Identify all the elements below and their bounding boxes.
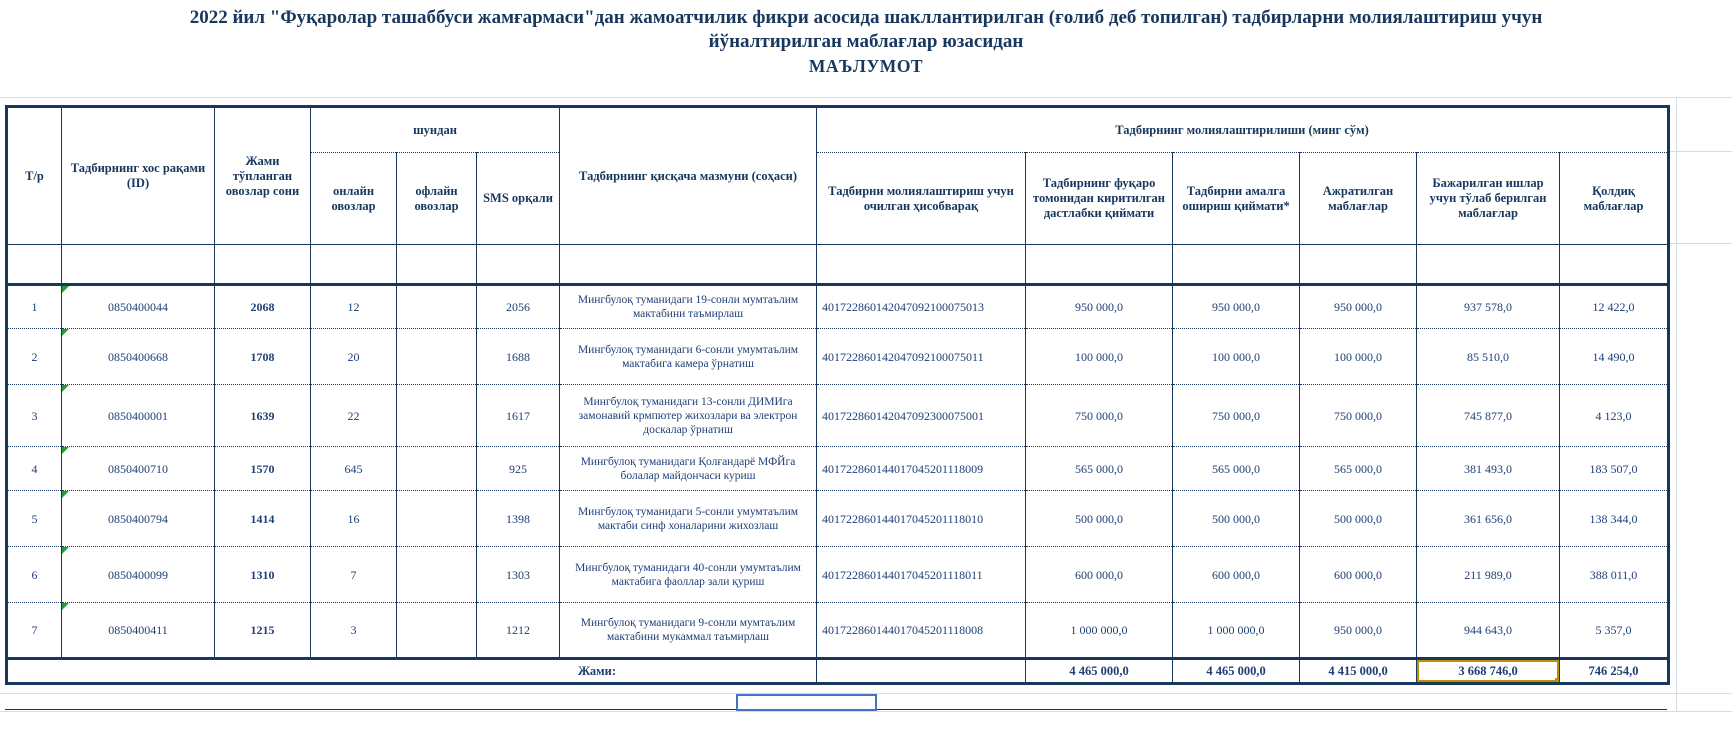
cell-alloc[interactable]: 950 000,0 <box>1300 285 1417 329</box>
error-indicator-icon <box>62 547 69 554</box>
cell-online[interactable]: 20 <box>311 329 397 385</box>
header-offline-votes[interactable]: офлайн овозлар <box>397 153 477 245</box>
cell-offline[interactable] <box>397 385 477 447</box>
funding-table <box>5 105 1670 685</box>
cell-summary[interactable]: Мингбулоқ туманидаги 5-сонли умумтаълим мактаби синф хоналарини жихозлаш <box>560 491 817 547</box>
cell-account[interactable]: 401722860142047092300075001 <box>817 385 1026 447</box>
header-event-id[interactable]: Тадбирнинг хос рақами (ID) <box>62 107 215 245</box>
header-initial-value[interactable]: Тадбирнинг фуқаро томонидан киритилган дастлабки қиймати <box>1026 153 1173 245</box>
cell-id-value: 0850400099 <box>108 567 168 582</box>
cell-id[interactable] <box>62 603 215 659</box>
cell-offline[interactable] <box>397 603 477 659</box>
cell-summary[interactable]: Мингбулоқ туманидаги 13-сонли ДИМИга замонавий крмпютер жихозлари ва электрон доскалар ўрнатиш <box>560 385 817 447</box>
cell-remaining[interactable]: 12 422,0 <box>1560 285 1669 329</box>
cell-impl[interactable]: 100 000,0 <box>1173 329 1300 385</box>
cell-initial[interactable]: 600 000,0 <box>1026 547 1173 603</box>
cell-sms[interactable]: 1398 <box>477 491 560 547</box>
cell-offline[interactable] <box>397 285 477 329</box>
cell-id[interactable] <box>62 329 215 385</box>
cell-total-votes[interactable]: 2068 <box>215 285 311 329</box>
cell-paid[interactable]: 937 578,0 <box>1417 285 1560 329</box>
cell-alloc[interactable]: 565 000,0 <box>1300 447 1417 491</box>
cell-online[interactable]: 3 <box>311 603 397 659</box>
gridline-right-margin-seg2 <box>1668 243 1732 244</box>
cell-initial[interactable]: 950 000,0 <box>1026 285 1173 329</box>
cell-impl[interactable]: 950 000,0 <box>1173 285 1300 329</box>
cell-id[interactable] <box>62 491 215 547</box>
cell-account[interactable]: 401722860142047092100075013 <box>817 285 1026 329</box>
cell-initial[interactable]: 565 000,0 <box>1026 447 1173 491</box>
error-indicator-icon <box>62 603 69 610</box>
error-indicator-icon <box>62 329 69 336</box>
table-row <box>7 491 1669 547</box>
totals-row <box>7 659 1669 684</box>
cell-summary[interactable]: Мингбулоқ туманидаги 19-сонли мумтаълим мактабини таъмирлаш <box>560 285 817 329</box>
cell-alloc[interactable]: 950 000,0 <box>1300 603 1417 659</box>
cell-total-votes[interactable]: 1215 <box>215 603 311 659</box>
cell-online[interactable]: 7 <box>311 547 397 603</box>
table-row <box>7 447 1669 491</box>
cell-sms[interactable]: 1303 <box>477 547 560 603</box>
cell-sms[interactable]: 1212 <box>477 603 560 659</box>
totals-account-empty[interactable] <box>817 659 1026 684</box>
totals-label[interactable]: Жами: <box>7 659 817 684</box>
cell-initial[interactable]: 100 000,0 <box>1026 329 1173 385</box>
cell-initial[interactable]: 1 000 000,0 <box>1026 603 1173 659</box>
cell-alloc[interactable]: 100 000,0 <box>1300 329 1417 385</box>
header-account[interactable]: Тадбирни молиялаштириш учун очилган ҳисобварақ <box>817 153 1026 245</box>
cell-summary[interactable]: Мингбулоқ туманидаги Қолғандарё МФЙга болалар майдончаси куриш <box>560 447 817 491</box>
error-indicator-icon <box>62 491 69 498</box>
cell-impl[interactable]: 565 000,0 <box>1173 447 1300 491</box>
empty-header-row <box>7 245 1669 285</box>
header-implementation-value[interactable]: Тадбирни амалга ошириш қиймати* <box>1173 153 1300 245</box>
cell-tr[interactable]: 4 <box>7 447 62 491</box>
cell-id-value: 0850400001 <box>108 408 168 423</box>
gridline-vertical-right-margin <box>1676 97 1677 711</box>
cell-impl[interactable]: 500 000,0 <box>1173 491 1300 547</box>
cell-alloc[interactable]: 600 000,0 <box>1300 547 1417 603</box>
cell-paid[interactable]: 745 877,0 <box>1417 385 1560 447</box>
cell-account[interactable]: 401722860144017045201118008 <box>817 603 1026 659</box>
table-row <box>7 385 1669 447</box>
document-title <box>0 6 1732 78</box>
cell-summary[interactable]: Мингбулоқ туманидаги 6-сонли умумтаълим мактабига камера ўрнатиш <box>560 329 817 385</box>
cell-total-votes[interactable]: 1414 <box>215 491 311 547</box>
cell-online[interactable]: 16 <box>311 491 397 547</box>
cell-paid[interactable]: 211 989,0 <box>1417 547 1560 603</box>
table-row <box>7 285 1669 329</box>
cell-total-votes[interactable]: 1708 <box>215 329 311 385</box>
table-row <box>7 547 1669 603</box>
title-line-1: 2022 йил "Фуқаролар ташаббуси жамғармаси"дан жамоатчилик фикри асосида шакллантирилган (ғолиб деб топилган) тадбирларни молиялаштириш учун <box>189 7 1543 28</box>
cell-sms[interactable]: 1688 <box>477 329 560 385</box>
gridline-right-margin-seg1 <box>1668 151 1732 152</box>
cell-paid[interactable]: 361 656,0 <box>1417 491 1560 547</box>
cell-account[interactable]: 401722860144017045201118011 <box>817 547 1026 603</box>
totals-remaining[interactable]: 746 254,0 <box>1560 659 1669 684</box>
cell-tr[interactable]: 5 <box>7 491 62 547</box>
cell-alloc[interactable]: 500 000,0 <box>1300 491 1417 547</box>
cell-remaining[interactable]: 138 344,0 <box>1560 491 1669 547</box>
cell-total-votes[interactable]: 1570 <box>215 447 311 491</box>
totals-paid-selected-cell[interactable] <box>1417 659 1560 684</box>
error-indicator-icon <box>62 385 69 392</box>
cell-account[interactable]: 401722860144017045201118009 <box>817 447 1026 491</box>
cell-offline[interactable] <box>397 491 477 547</box>
cell-paid[interactable]: 381 493,0 <box>1417 447 1560 491</box>
gridline-horizontal <box>0 97 1732 98</box>
cell-tr[interactable]: 1 <box>7 285 62 329</box>
cell-online[interactable]: 645 <box>311 447 397 491</box>
cell-id-value: 0850400044 <box>108 300 168 314</box>
header-group-financing[interactable]: Тадбирнинг молиялаштирилиши (минг сўм) <box>817 107 1669 153</box>
cell-total-votes[interactable]: 1639 <box>215 385 311 447</box>
cell-initial[interactable]: 750 000,0 <box>1026 385 1173 447</box>
cell-impl[interactable]: 1 000 000,0 <box>1173 603 1300 659</box>
cell-offline[interactable] <box>397 329 477 385</box>
cell-tr[interactable]: 3 <box>7 385 62 447</box>
cell-remaining[interactable]: 388 011,0 <box>1560 547 1669 603</box>
cell-online[interactable]: 12 <box>311 285 397 329</box>
cell-impl[interactable]: 600 000,0 <box>1173 547 1300 603</box>
title-line-3: МАЪЛУМОТ <box>808 56 924 76</box>
header-paid[interactable]: Бажарилган ишлар учун тўлаб берилган маблағлар <box>1417 153 1560 245</box>
totals-paid-value: 3 668 746,0 <box>1458 664 1518 678</box>
table-row <box>7 603 1669 659</box>
totals-impl[interactable]: 4 465 000,0 <box>1173 659 1300 684</box>
header-tr[interactable]: Т/р <box>7 107 62 245</box>
totals-alloc[interactable]: 4 415 000,0 <box>1300 659 1417 684</box>
error-indicator-icon <box>62 286 69 293</box>
header-group-shundan[interactable]: шундан <box>311 107 560 153</box>
cell-id-value: 0850400794 <box>108 511 168 526</box>
cell-alloc[interactable]: 750 000,0 <box>1300 385 1417 447</box>
cell-account[interactable]: 401722860144017045201118010 <box>817 491 1026 547</box>
cell-remaining[interactable]: 14 490,0 <box>1560 329 1669 385</box>
cell-tr[interactable]: 2 <box>7 329 62 385</box>
cell-online[interactable]: 22 <box>311 385 397 447</box>
cell-total-votes[interactable]: 1310 <box>215 547 311 603</box>
cell-remaining[interactable]: 183 507,0 <box>1560 447 1669 491</box>
fill-handle[interactable] <box>1555 678 1560 683</box>
cell-id-value: 0850400411 <box>108 623 168 637</box>
gridline-bottom-2 <box>0 711 1732 712</box>
cell-id-value: 0850400710 <box>108 461 168 476</box>
cell-sms[interactable]: 1617 <box>477 385 560 447</box>
table-row <box>7 329 1669 385</box>
cell-id[interactable] <box>62 447 215 491</box>
cell-id-value: 0850400668 <box>108 349 168 364</box>
cell-sms[interactable]: 2056 <box>477 285 560 329</box>
cell-remaining[interactable]: 4 123,0 <box>1560 385 1669 447</box>
cell-sms[interactable]: 925 <box>477 447 560 491</box>
cell-offline[interactable] <box>397 547 477 603</box>
error-indicator-icon <box>62 447 69 454</box>
cell-summary[interactable]: Мингбулоқ туманидаги 9-сонли мумтаълим мактабини мукаммал таъмирлаш <box>560 603 817 659</box>
header-online-votes[interactable]: онлайн овозлар <box>311 153 397 245</box>
header-sms-votes[interactable]: SMS орқали <box>477 153 560 245</box>
cell-tr[interactable]: 7 <box>7 603 62 659</box>
totals-initial[interactable]: 4 465 000,0 <box>1026 659 1173 684</box>
header-summary[interactable]: Тадбирнинг қисқача мазмуни (соҳаси) <box>560 107 817 245</box>
header-allocated[interactable]: Ажратилган маблағлар <box>1300 153 1417 245</box>
title-line-2: йўналтирилган маблағлар юзасидан <box>708 31 1024 52</box>
selection-outline-box[interactable] <box>736 694 877 711</box>
cell-tr[interactable]: 6 <box>7 547 62 603</box>
cell-id[interactable] <box>62 547 215 603</box>
cell-initial[interactable]: 500 000,0 <box>1026 491 1173 547</box>
cell-remaining[interactable]: 5 357,0 <box>1560 603 1669 659</box>
cell-offline[interactable] <box>397 447 477 491</box>
cell-paid[interactable]: 85 510,0 <box>1417 329 1560 385</box>
header-total-votes[interactable]: Жами тўпланган овозлар сони <box>215 107 311 245</box>
header-remaining[interactable]: Қолдиқ маблағлар <box>1560 153 1669 245</box>
cell-id[interactable] <box>62 385 215 447</box>
cell-impl[interactable]: 750 000,0 <box>1173 385 1300 447</box>
cell-account[interactable]: 401722860142047092100075011 <box>817 329 1026 385</box>
cell-summary[interactable]: Мингбулоқ туманидаги 40-сонли умумтаълим мактабига фаоллар зали қуриш <box>560 547 817 603</box>
cell-id[interactable] <box>62 285 215 329</box>
cell-paid[interactable]: 944 643,0 <box>1417 603 1560 659</box>
